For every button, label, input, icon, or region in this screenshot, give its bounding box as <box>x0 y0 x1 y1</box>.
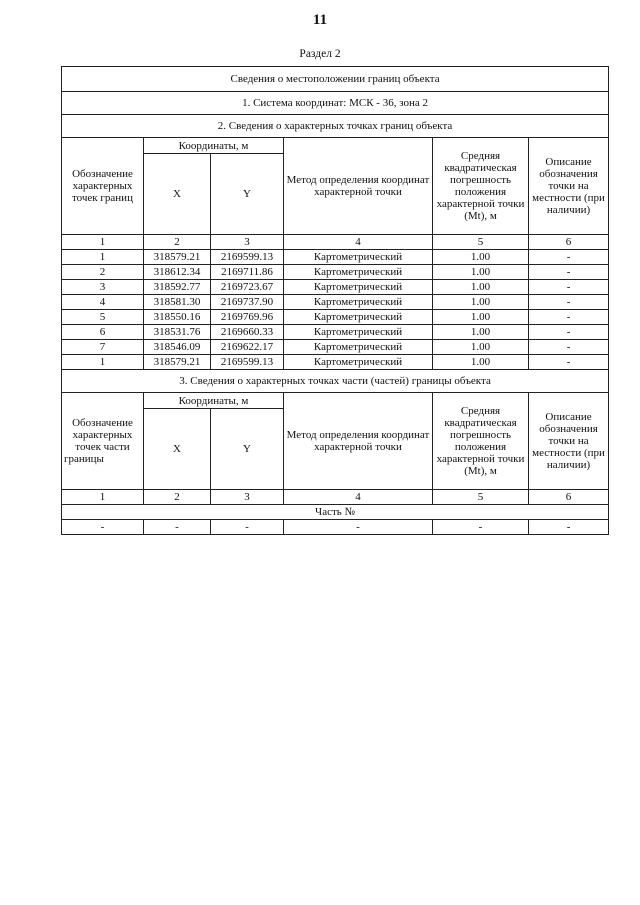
mean-error: 1.00 <box>433 295 529 310</box>
point-description: - <box>529 340 609 355</box>
point-designation: 3 <box>62 280 144 295</box>
section3-header-row <box>62 393 609 409</box>
part-number-label: Часть № <box>62 505 609 520</box>
coordinate-x: 318531.76 <box>144 325 211 340</box>
method: Картометрический <box>284 340 433 355</box>
section3-title-row <box>62 370 609 393</box>
coordinate-x: 318592.77 <box>144 280 211 295</box>
coordinate-system-row <box>62 92 609 115</box>
column-number: 5 <box>433 490 529 505</box>
point-description: - <box>529 355 609 370</box>
boundary-table <box>61 66 609 535</box>
section2-title: 2. Сведения о характерных точках границ объекта <box>62 115 609 138</box>
point-description: - <box>529 295 609 310</box>
table-row <box>62 520 609 535</box>
page-number: 11 <box>312 12 328 28</box>
method: Картометрический <box>284 355 433 370</box>
point-designation: 6 <box>62 325 144 340</box>
table-row <box>62 310 609 325</box>
empty-cell: - <box>211 520 284 535</box>
point-designation: 1 <box>62 355 144 370</box>
column-number: 6 <box>529 235 609 250</box>
col-method-header: Метод определения координат характерной точки <box>284 393 433 490</box>
coordinate-x: 318550.16 <box>144 310 211 325</box>
mean-error: 1.00 <box>433 355 529 370</box>
coordinate-y: 2169599.13 <box>211 250 284 265</box>
point-description: - <box>529 325 609 340</box>
col-coordinates-header: Координаты, м <box>144 393 284 409</box>
mean-error: 1.00 <box>433 250 529 265</box>
table-row <box>62 250 609 265</box>
empty-cell: - <box>529 520 609 535</box>
method: Картометрический <box>284 265 433 280</box>
column-number: 2 <box>144 235 211 250</box>
section2-title-row <box>62 115 609 138</box>
coordinate-y: 2169769.96 <box>211 310 284 325</box>
mean-error: 1.00 <box>433 310 529 325</box>
point-description: - <box>529 310 609 325</box>
method: Картометрический <box>284 250 433 265</box>
coordinate-y: 2169723.67 <box>211 280 284 295</box>
col-x-header: X <box>144 409 211 490</box>
section2-column-numbers-row <box>62 235 609 250</box>
table-row <box>62 280 609 295</box>
method: Картометрический <box>284 280 433 295</box>
point-description: - <box>529 280 609 295</box>
col-coordinates-header: Координаты, м <box>144 138 284 154</box>
coordinate-y: 2169737.90 <box>211 295 284 310</box>
col-designation-header: Обозначение характерных точек границ <box>62 138 144 235</box>
coordinate-x: 318581.30 <box>144 295 211 310</box>
table-row <box>62 295 609 310</box>
empty-cell: - <box>284 520 433 535</box>
empty-cell: - <box>433 520 529 535</box>
col-y-header: Y <box>211 154 284 235</box>
coordinate-x: 318579.21 <box>144 250 211 265</box>
col-designation-header: Обозначение характерных точек части границы <box>62 393 144 490</box>
column-number: 3 <box>211 490 284 505</box>
coordinate-y: 2169622.17 <box>211 340 284 355</box>
table-title-row <box>62 67 609 92</box>
col-description-header: Описание обозначения точки на местности (при наличии) <box>529 138 609 235</box>
mean-error: 1.00 <box>433 325 529 340</box>
column-number: 3 <box>211 235 284 250</box>
table-row <box>62 340 609 355</box>
coordinate-x: 318579.21 <box>144 355 211 370</box>
coordinate-y: 2169599.13 <box>211 355 284 370</box>
column-number: 6 <box>529 490 609 505</box>
table-row <box>62 325 609 340</box>
method: Картометрический <box>284 310 433 325</box>
column-number: 2 <box>144 490 211 505</box>
col-error-header: Средняя квадратическая погрешность положения характерной точки (Mt), м <box>433 393 529 490</box>
col-description-header: Описание обозначения точки на местности (при наличии) <box>529 393 609 490</box>
coordinate-x: 318546.09 <box>144 340 211 355</box>
col-y-header: Y <box>211 409 284 490</box>
point-designation: 1 <box>62 250 144 265</box>
point-description: - <box>529 265 609 280</box>
table-title: Сведения о местоположении границ объекта <box>62 67 609 92</box>
point-designation: 2 <box>62 265 144 280</box>
section3-title: 3. Сведения о характерных точках части (частей) границы объекта <box>62 370 609 393</box>
coordinate-x: 318612.34 <box>144 265 211 280</box>
point-description: - <box>529 250 609 265</box>
coordinate-y: 2169660.33 <box>211 325 284 340</box>
section-caption: Раздел 2 <box>299 48 341 60</box>
point-designation: 7 <box>62 340 144 355</box>
col-x-header: X <box>144 154 211 235</box>
mean-error: 1.00 <box>433 340 529 355</box>
column-number: 5 <box>433 235 529 250</box>
section3-column-numbers-row <box>62 490 609 505</box>
column-number: 4 <box>284 490 433 505</box>
empty-cell: - <box>62 520 144 535</box>
empty-cell: - <box>144 520 211 535</box>
part-number-row <box>62 505 609 520</box>
section2-header-row <box>62 138 609 154</box>
method: Картометрический <box>284 295 433 310</box>
col-method-header: Метод определения координат характерной точки <box>284 138 433 235</box>
mean-error: 1.00 <box>433 265 529 280</box>
coordinate-system: 1. Система координат: МСК - 36, зона 2 <box>62 92 609 115</box>
point-designation: 4 <box>62 295 144 310</box>
column-number: 1 <box>62 490 144 505</box>
table-row <box>62 355 609 370</box>
column-number: 4 <box>284 235 433 250</box>
table-row <box>62 265 609 280</box>
coordinate-y: 2169711.86 <box>211 265 284 280</box>
method: Картометрический <box>284 325 433 340</box>
col-error-header: Средняя квадратическая погрешность положения характерной точки (Mt), м <box>433 138 529 235</box>
point-designation: 5 <box>62 310 144 325</box>
column-number: 1 <box>62 235 144 250</box>
mean-error: 1.00 <box>433 280 529 295</box>
